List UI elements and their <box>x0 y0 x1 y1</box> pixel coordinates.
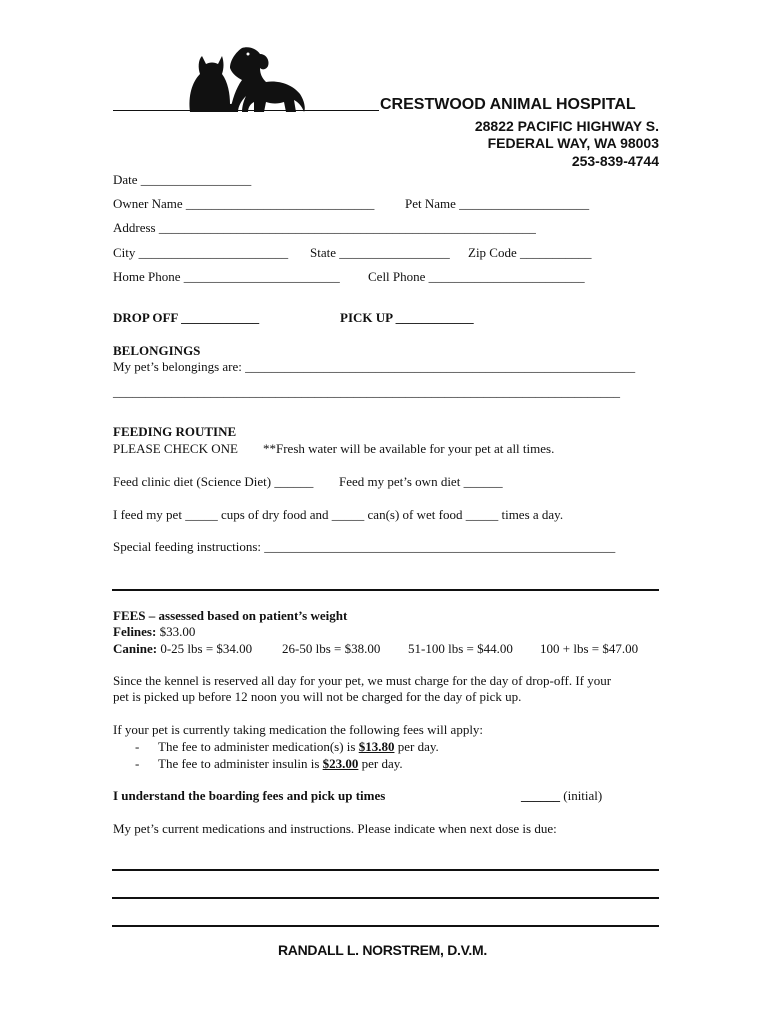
canine-tier-3: 51-100 lbs = $44.00 <box>408 641 513 656</box>
current-medications-label: My pet’s current medications and instructions. Please indicate when next dose is due: <box>113 821 557 836</box>
medication-fee-unit: per day. <box>394 739 439 754</box>
medications-line-2[interactable] <box>112 897 659 899</box>
initial-label: (initial) <box>560 788 603 803</box>
felines-value: $33.00 <box>156 624 196 639</box>
insulin-fee-text: The fee to administer insulin is <box>158 756 323 771</box>
owner-name-field[interactable]: Owner Name _____________________________ <box>113 196 375 211</box>
hospital-name: CRESTWOOD ANIMAL HOSPITAL <box>380 96 636 113</box>
drop-off-field[interactable]: DROP OFF ____________ <box>113 310 260 325</box>
header-rule <box>113 110 379 111</box>
insulin-bullet: - <box>135 756 140 771</box>
insulin-fee <box>158 756 403 772</box>
insulin-fee-unit: per day. <box>358 756 403 771</box>
medication-fee-text: The fee to administer medication(s) is <box>158 739 359 754</box>
belongings-title: BELONGINGS <box>113 343 201 358</box>
home-phone-field[interactable]: Home Phone ________________________ <box>113 269 340 284</box>
canine-label: Canine: <box>113 641 158 656</box>
cat-dog-logo <box>186 44 316 114</box>
canine-tier-2: 26-50 lbs = $38.00 <box>282 641 381 656</box>
medication-intro: If your pet is currently taking medication the following fees will apply: <box>113 722 484 737</box>
canine-tier-4: 100 + lbs = $47.00 <box>540 641 639 656</box>
zip-code-field[interactable]: Zip Code ___________ <box>468 245 592 260</box>
medications-line-3[interactable] <box>112 925 659 927</box>
pet-name-field[interactable]: Pet Name ____________________ <box>405 196 590 211</box>
cell-phone-field[interactable]: Cell Phone ________________________ <box>368 269 585 284</box>
medication-fee <box>158 739 439 755</box>
canine-fee <box>113 641 252 657</box>
medication-fee-amount: $13.80 <box>358 739 395 754</box>
insulin-fee-amount: $23.00 <box>322 756 359 771</box>
own-diet-option[interactable]: Feed my pet’s own diet ______ <box>339 474 503 489</box>
feeding-amounts-field[interactable]: I feed my pet _____ cups of dry food and _____ can(s) of wet food _____ times a day. <box>113 507 564 522</box>
address-field[interactable]: Address __________________________________________________________ <box>113 220 536 235</box>
kennel-policy-line1: Since the kennel is reserved all day for your pet, we must charge for the day of drop-off. If your <box>113 673 612 688</box>
hospital-street: 28822 PACIFIC HIGHWAY S. <box>474 118 659 134</box>
fresh-water-note: **Fresh water will be available for your pet at all times. <box>263 441 555 456</box>
felines-label: Felines: <box>113 624 157 639</box>
canine-tier-1: 0-25 lbs = $34.00 <box>157 641 253 656</box>
felines-fee <box>113 624 195 640</box>
belongings-field-line2[interactable]: ______________________________________________________________________________ <box>113 384 620 399</box>
section-rule <box>112 589 659 591</box>
hospital-phone: 253-839-4744 <box>571 153 659 169</box>
fees-title: FEES – assessed based on patient’s weight <box>113 608 348 623</box>
city-field[interactable]: City _______________________ <box>113 245 289 260</box>
understand-statement: I understand the boarding fees and pick up times <box>113 788 386 803</box>
date-field[interactable]: Date _________________ <box>113 172 252 187</box>
clinic-diet-option[interactable]: Feed clinic diet (Science Diet) ______ <box>113 474 314 489</box>
medications-line-1[interactable] <box>112 869 659 871</box>
medication-bullet: - <box>135 739 140 754</box>
kennel-policy-line2: pet is picked up before 12 noon you will not be charged for the day of pick up. <box>113 689 522 704</box>
check-one-label: PLEASE CHECK ONE <box>113 441 238 456</box>
doctor-name: RANDALL L. NORSTREM, D.V.M. <box>278 942 487 958</box>
pick-up-field[interactable]: PICK UP ____________ <box>340 310 474 325</box>
belongings-field[interactable]: My pet’s belongings are: ____________________________________________________________ <box>113 359 636 374</box>
special-instructions-field[interactable]: Special feeding instructions: ______________________________________________________ <box>113 539 616 554</box>
hospital-city-state-zip: FEDERAL WAY, WA 98003 <box>487 135 659 151</box>
initial-blank[interactable]: ______ <box>521 788 560 803</box>
feeding-title: FEEDING ROUTINE <box>113 424 237 439</box>
initial-field[interactable] <box>521 788 602 804</box>
state-field[interactable]: State _________________ <box>310 245 450 260</box>
